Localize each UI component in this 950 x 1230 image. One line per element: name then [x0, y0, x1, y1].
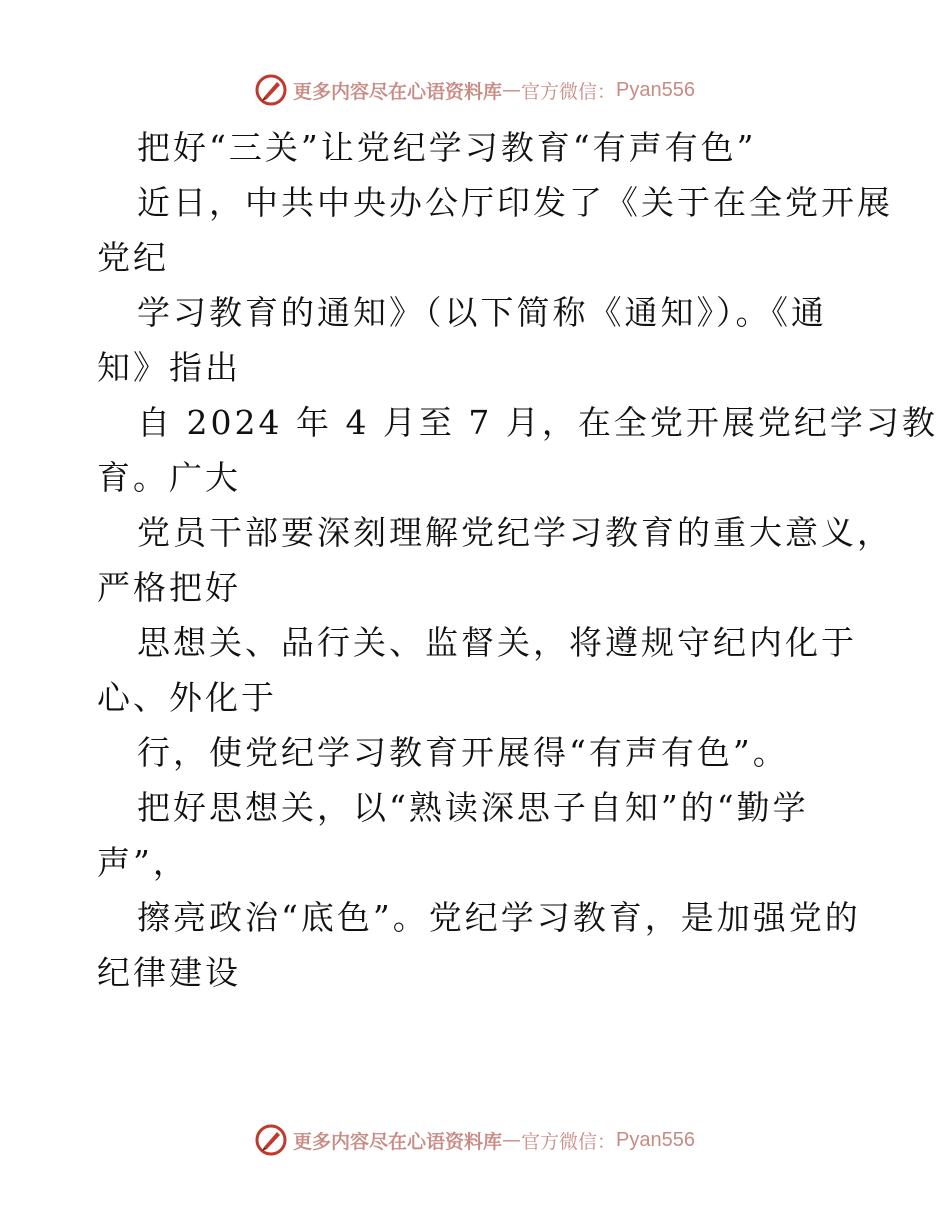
footer-watermark-dash: —	[502, 1129, 522, 1151]
footer-wechat-label: 官方微信：	[521, 1130, 617, 1153]
text-line: 学习教育的通知》（以下简称《通知》）。《通	[137, 293, 827, 332]
pen-logo-icon	[255, 74, 287, 106]
text-line: 把好思想关，以“熟读深思子自知”的“勤学	[137, 788, 809, 827]
text-line: 行，使党纪学习教育开展得“有声有色”。	[137, 733, 789, 772]
footer-watermark	[0, 1120, 950, 1160]
text-line: 声”，	[97, 843, 189, 882]
document-body	[97, 120, 938, 1000]
header-wechat-label: 官方微信：	[521, 80, 617, 103]
document-title: 把好“三关”让党纪学习教育“有声有色”	[137, 128, 757, 167]
footer-wechat-id: Pyan556	[616, 1128, 695, 1151]
footer-watermark-text: 更多内容尽在心语资料库	[293, 1130, 503, 1153]
text-line: 思想关、品行关、监督关，将遵规守纪内化于	[137, 623, 857, 662]
text-line: 严格把好	[97, 568, 241, 607]
header-watermark-dash: —	[502, 79, 522, 101]
text-line: 育。广大	[97, 458, 241, 497]
pen-logo-icon	[255, 1124, 287, 1156]
text-line: 党员干部要深刻理解党纪学习教育的重大意义，	[137, 513, 893, 552]
header-wechat-id: Pyan556	[616, 78, 695, 101]
text-line: 近日，中共中央办公厅印发了《关于在全党开展	[137, 183, 893, 222]
text-line: 擦亮政治“底色”。党纪学习教育，是加强党的	[137, 898, 861, 937]
text-line: 心、外化于	[97, 678, 277, 717]
text-line: 自 2024 年 4 月至 7 月，在全党开展党纪学习教	[137, 403, 938, 442]
text-line: 知》指出	[97, 348, 241, 387]
header-watermark	[0, 70, 950, 110]
text-line: 纪律建设	[97, 953, 241, 992]
text-line: 党纪	[97, 238, 169, 277]
header-watermark-text: 更多内容尽在心语资料库	[293, 80, 503, 103]
